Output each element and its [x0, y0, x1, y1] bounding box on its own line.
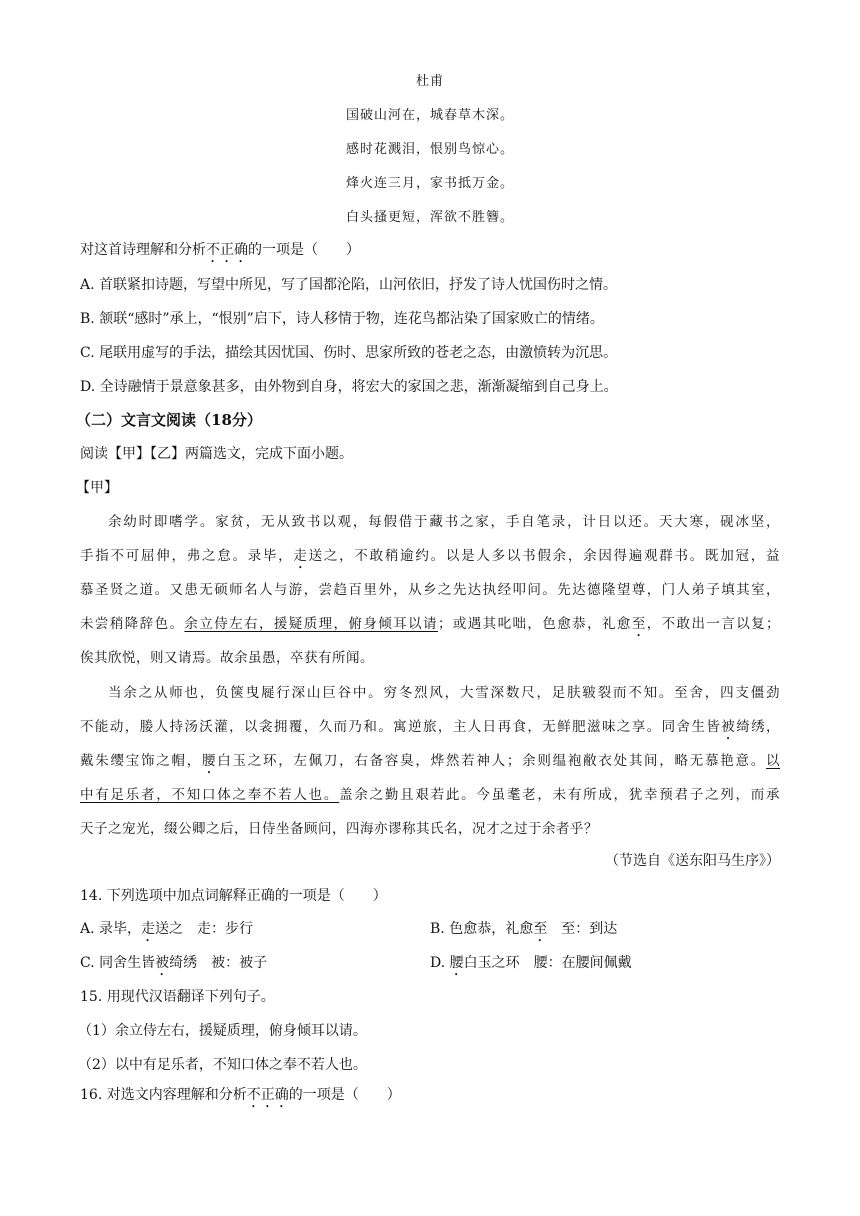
passage-line: 当余之从师也，负箧曳屣行深山巨谷中。穷冬烈风，大雪深数尺，足肤皲裂而不知。至舍，四支僵劲 — [108, 685, 780, 701]
passage-line: 戴朱缨宝饰之帽，腰白玉之环，左佩刀，右备容臭，烨然若神人；余则缊袍敝衣处其间，略无慕艳意。以 — [80, 753, 781, 769]
underlined-sentence: 余立侍左右，援疑质理，俯身倾耳以请 — [184, 616, 438, 632]
underlined-sentence: 以 — [766, 753, 781, 769]
section-title: （二）文言文阅读（18分） — [76, 411, 262, 429]
option-d: D. 全诗融情于景意象甚多，由外物到自身，将宏大的家国之悲，渐渐凝缩到自己身上。 — [80, 379, 618, 395]
option-b: B. 颔联“感时”承上，“恨别”启下，诗人移情于物，连花鸟都沾染了国家败亡的情绪。 — [80, 311, 604, 327]
passage-line: 余幼时即嗜学。家贫，无从致书以观，每假借于藏书之家，手自笔录，计日以还。天大寒，砚冰坚， — [108, 514, 780, 530]
q14-option-d: D. 腰白玉之环 腰：在腰间佩戴 — [430, 955, 632, 971]
question-15-stem: 15. 用现代汉语翻译下列句子。 — [80, 989, 275, 1005]
dotted-word: 至 — [631, 616, 647, 632]
passage-line: 慕圣贤之道。又患无硕师名人与游，尝趋百里外，从乡之先达执经叩问。先达德隆望尊，门人弟子填其室， — [80, 582, 780, 598]
dotted-word: 被 — [721, 719, 737, 735]
emphasis-text: 不正确 — [246, 1087, 289, 1103]
passage-line: 俟其欣悦，则又请焉。故余虽愚，卒获有所闻。 — [80, 650, 374, 666]
passage-label: 【甲】 — [76, 480, 118, 496]
underlined-sentence: 中有足乐者，不知口体之奉不若人也。 — [80, 787, 340, 803]
poem-line: 感时花溅泪，恨别鸟惊心。 — [345, 142, 514, 157]
passage-line: 中有足乐者，不知口体之奉不若人也。盖余之勤且艰若此。今虽耄老，未有所成，犹幸预君子之列，而承 — [80, 787, 781, 803]
question-14-stem: 14. 下列选项中加点词解释正确的一项是（ ） — [80, 888, 387, 904]
q14-option-a: A. 录毕，走送之 走：步行 — [80, 921, 254, 937]
poem-line: 白头搔更短，浑欲不胜簪。 — [345, 210, 514, 225]
poem-line: 国破山河在，城春草木深。 — [345, 108, 514, 123]
question-16-stem: 16. 对选文内容理解和分析不正确的一项是（ ） — [80, 1087, 401, 1103]
section-instruction: 阅读【甲】【乙】两篇选文，完成下面小题。 — [80, 446, 353, 462]
passage-line: 未尝稍降辞色。余立侍左右，援疑质理，俯身倾耳以请；或遇其叱咄，色愈恭，礼愈至，不敢出一言以复； — [80, 616, 781, 632]
question-13-stem: 对这首诗理解和分析不正确的一项是（ ） — [80, 242, 360, 258]
emphasis-text: 不正确 — [206, 242, 248, 258]
q15-sentence-2: （2）以中有足乐者，不知口体之奉不若人也。 — [78, 1057, 367, 1073]
poem-line: 烽火连三月，家书抵万金。 — [345, 176, 514, 191]
passage-line: 不能动，媵人持汤沃灌，以衾拥覆，久而乃和。寓逆旅，主人日再食，无鲜肥滋味之享。同舍生皆被绮绣， — [80, 719, 781, 735]
q14-option-c: C. 同舍生皆被绮绣 被：被子 — [80, 955, 268, 971]
passage-source: （节选自《送东阳马生序》） — [605, 853, 780, 869]
q15-sentence-1: （1）余立侍左右，援疑质理，俯身倾耳以请。 — [78, 1023, 367, 1039]
q14-option-b: B. 色愈恭，礼愈至 至：到达 — [430, 921, 618, 937]
passage-line: 天子之宠光，缀公卿之后，日侍坐备顾问，四海亦谬称其氏名，况才之过于余者乎？ — [80, 821, 598, 837]
poem-author: 杜甫 — [415, 74, 444, 89]
option-a: A. 首联紧扣诗题，写望中所见，写了国都沦陷，山河依旧，抒发了诗人忧国伤时之情。 — [80, 277, 618, 293]
passage-line: 手指不可屈伸，弗之怠。录毕，走送之，不敢稍逾约。以是人多以书假余，余因得遍观群书。既加冠，益 — [80, 548, 781, 564]
dotted-word: 腰 — [201, 753, 218, 769]
option-c: C. 尾联用虚写的手法，描绘其因忧国、伤时、思家所致的苍老之态，由激愤转为沉思。 — [80, 345, 618, 361]
dotted-word: 走 — [293, 548, 309, 564]
